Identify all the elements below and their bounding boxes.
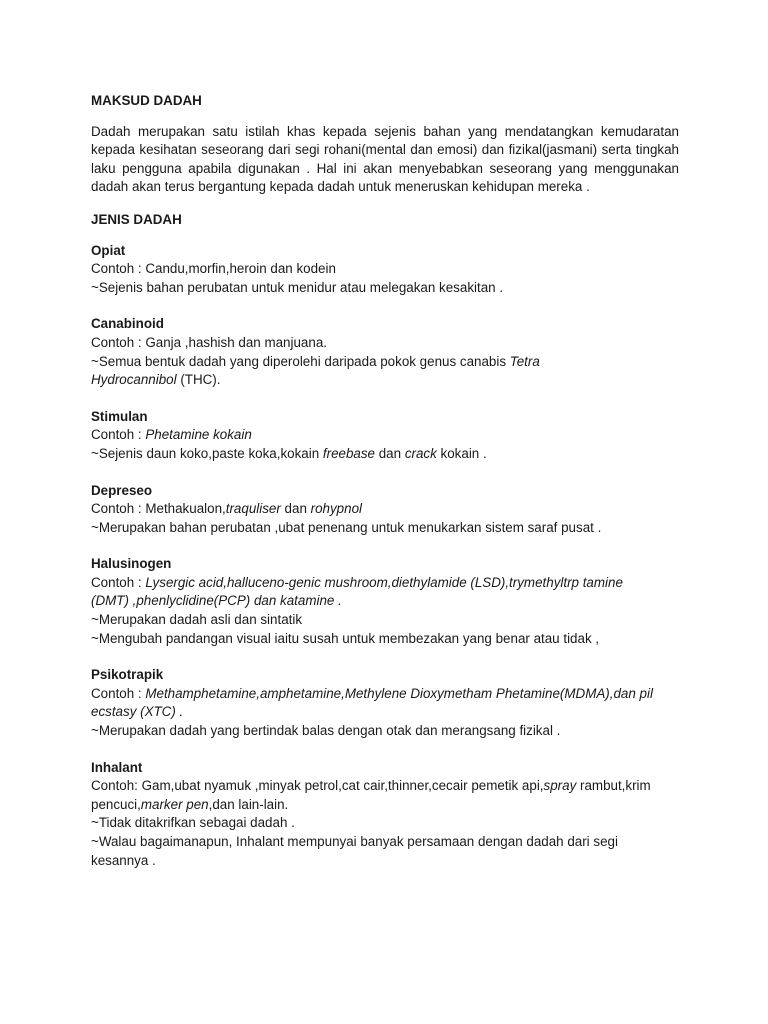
category-inhalant — [91, 759, 679, 871]
example-text: ,dan lain-lain. — [208, 796, 289, 812]
example-italic: marker pen — [140, 796, 209, 812]
category-example-cont — [91, 592, 679, 611]
note-italic: Hydrocannibol — [91, 372, 177, 388]
category-note — [91, 445, 679, 464]
category-opiat — [91, 242, 679, 298]
example-text: Contoh : — [91, 685, 146, 701]
category-example — [91, 426, 679, 445]
category-example — [91, 500, 679, 519]
category-canabinoid — [91, 315, 679, 389]
category-note: ~Merupakan dadah yang bertindak balas dengan otak dan merangsang fizikal . — [91, 723, 561, 739]
category-note: ~Sejenis bahan perubatan untuk menidur atau melegakan kesakitan . — [91, 279, 504, 295]
category-example-cont — [91, 796, 679, 815]
note-italic: Tetra — [509, 353, 540, 369]
example-italic: Phetamine kokain — [145, 427, 252, 443]
category-depreseo — [91, 482, 679, 538]
example-text: Contoh : — [91, 427, 146, 443]
example-text: pencuci, — [91, 796, 141, 812]
example-italic: Lysergic acid,halluceno-genic mushroom,diethylamide (LSD),trymethyltrp tamine — [145, 574, 623, 590]
category-psikotrapik — [91, 666, 679, 740]
note-text: ~Semua bentuk dadah yang diperolehi daripada pokok genus canabis — [91, 353, 510, 369]
category-name: Opiat — [91, 242, 126, 258]
category-note: ~Merupakan bahan perubatan ,ubat penenang untuk menukarkan sistem saraf pusat . — [91, 519, 602, 535]
example-italic: rohypnol — [310, 501, 362, 517]
category-example — [91, 574, 679, 593]
category-name: Psikotrapik — [91, 667, 164, 683]
example-italic: traquliser — [225, 501, 281, 517]
note-italic: freebase — [322, 445, 376, 461]
category-name: Inhalant — [91, 759, 143, 775]
category-name: Depreseo — [91, 482, 153, 498]
example-italic: Methamphetamine,amphetamine,Methylene Dioxymetham Phetamine(MDMA),dan pil — [145, 685, 653, 701]
note-text: (THC). — [176, 372, 221, 388]
example-text: Contoh : Methakualon, — [91, 501, 226, 517]
category-note: ~Walau bagaimanapun, Inhalant mempunyai banyak persamaan dengan dadah dari segi — [91, 834, 618, 849]
page-title: MAKSUD DADAH — [91, 93, 202, 108]
example-italic: ecstasy (XTC) . — [91, 704, 184, 720]
document-content — [91, 92, 679, 888]
note-text: kokain . — [436, 445, 487, 461]
category-example: Contoh : Ganja ,hashish dan manjuana. — [91, 334, 327, 350]
section-title: JENIS DADAH — [91, 211, 182, 227]
note-text: dan — [375, 445, 405, 461]
category-note-cont: kesannya . — [91, 852, 156, 868]
example-text: Contoh: Gam,ubat nyamuk ,minyak petrol,cat cair,thinner,cecair pemetik api, — [91, 778, 544, 794]
category-note: ~Tidak ditakrifkan sebagai dadah . — [91, 815, 295, 831]
category-halusinogen — [91, 555, 679, 648]
category-note: ~Merupakan dadah asli dan sintatik — [91, 612, 303, 628]
example-italic: spray — [543, 778, 577, 794]
example-text: dan — [280, 501, 311, 517]
note-italic: crack — [404, 445, 437, 461]
example-text: rambut,krim — [576, 778, 651, 794]
category-name: Halusinogen — [91, 556, 172, 572]
category-example: Contoh : Candu,morfin,heroin dan kodein — [91, 261, 336, 277]
category-example — [91, 777, 679, 796]
category-name: Stimulan — [91, 408, 148, 424]
intro-paragraph: Dadah merupakan satu istilah khas kepada sejenis bahan yang mendatangkan kemudaratan kepada kesihatan seseorang dari segi rohani(mental dan emosi) dan fizikal(jasmani) serta tingkah laku pengguna apabila digunakan . Hal ini akan menyebabkan seseorang yang menggunakan dadah akan terus bergantung kepada dadah untuk meneruskan kehidupan mereka . — [91, 123, 679, 195]
category-example-cont — [91, 703, 679, 722]
category-note: ~Mengubah pandangan visual iaitu susah untuk membezakan yang benar atau tidak , — [91, 630, 600, 646]
category-name: Canabinoid — [91, 316, 164, 332]
category-note-cont — [91, 371, 679, 390]
note-text: ~Sejenis daun koko,paste koka,kokain — [91, 445, 323, 461]
category-stimulan — [91, 408, 679, 464]
example-italic: (DMT) ,phenlyclidine(PCP) dan katamine . — [91, 593, 342, 609]
example-text: Contoh : — [91, 574, 146, 590]
category-example — [91, 685, 679, 704]
category-note — [91, 353, 679, 372]
